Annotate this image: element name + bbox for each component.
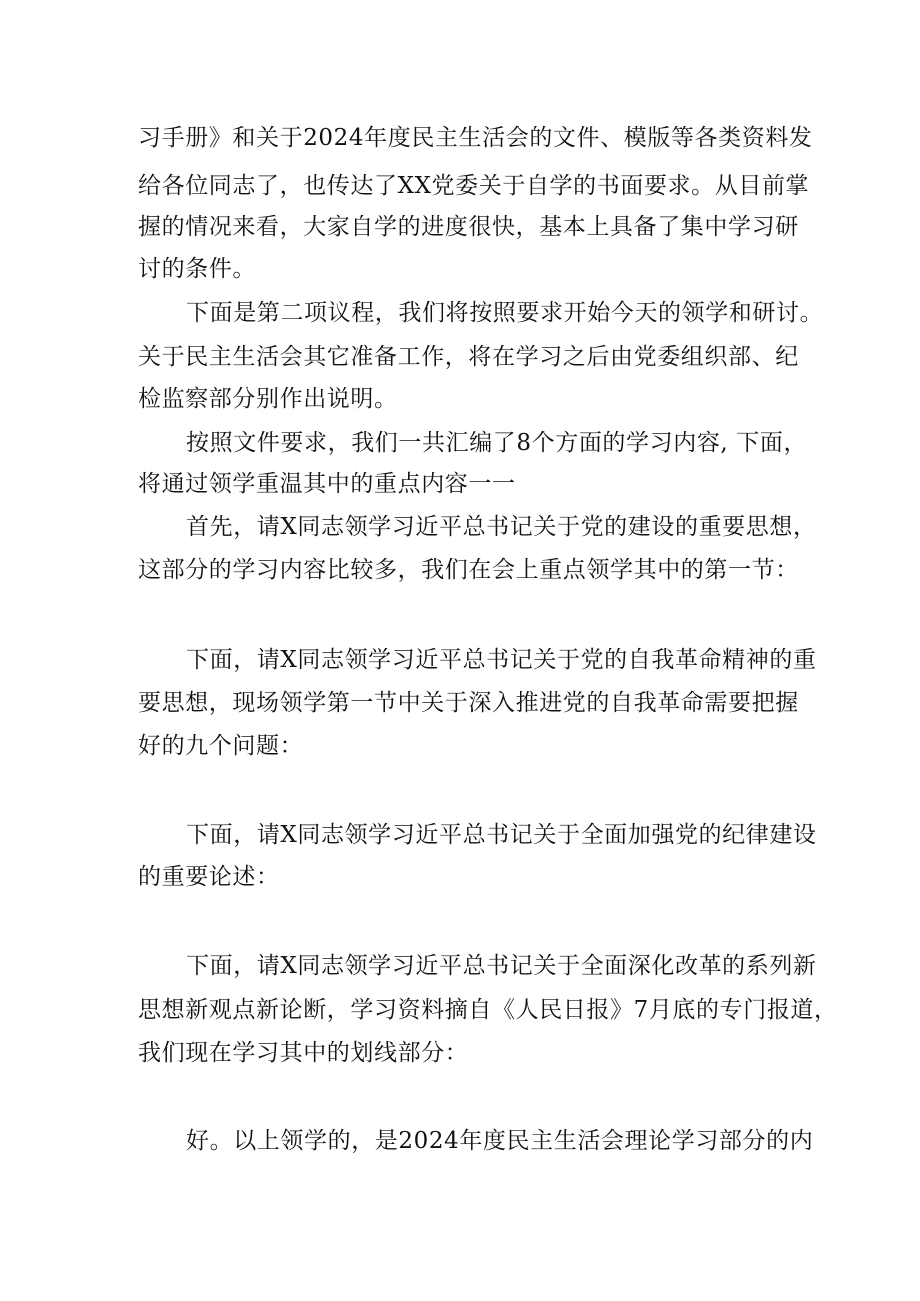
paragraph-6-line-1: 下面，请X同志领学习近平总书记关于全面加强党的纪律建设	[186, 822, 817, 848]
paragraph-2-line-3: 检监察部分别作出说明。	[138, 386, 398, 412]
paragraph-1-line-2: 给各位同志了，也传达了XX党委关于自学的书面要求。从目前掌	[138, 173, 810, 199]
paragraph-2-line-2: 关于民主生活会其它准备工作，将在学习之后由党委组织部、纪	[138, 344, 799, 370]
paragraph-1-line-1: 习手册》和关于2024年度民主生活会的文件、模版等各类资料发	[138, 125, 813, 151]
paragraph-2-line-1: 下面是第二项议程，我们将按照要求开始今天的领学和研讨。	[186, 300, 824, 326]
paragraph-3-line-1: 按照文件要求，我们一共汇编了8个方面的学习内容, 下面，	[186, 430, 808, 456]
paragraph-5-line-1: 下面，请X同志领学习近平总书记关于党的自我革命精神的重	[186, 647, 817, 673]
paragraph-7-line-3: 我们现在学习其中的划线部分：	[138, 1040, 469, 1066]
paragraph-7-line-1: 下面，请X同志领学习近平总书记关于全面深化改革的系列新	[186, 953, 817, 979]
paragraph-5-line-2: 要思想，现场领学第一节中关于深入推进党的自我革命需要把握	[138, 690, 799, 716]
paragraph-8-line-1: 好。以上领学的，是2024年度民主生活会理论学习部分的内	[186, 1128, 814, 1154]
paragraph-5-line-3: 好的九个问题：	[138, 733, 304, 759]
paragraph-3-line-2: 将通过领学重温其中的重点内容一一	[138, 471, 516, 497]
paragraph-4-line-2: 这部分的学习内容比较多，我们在会上重点领学其中的第一节：	[138, 557, 799, 583]
paragraph-1-line-3: 握的情况来看，大家自学的进度很快，基本上具备了集中学习研	[138, 214, 799, 240]
paragraph-1-line-4: 讨的条件。	[138, 256, 256, 282]
paragraph-6-line-2: 的重要论述：	[138, 864, 280, 890]
paragraph-7-line-2: 思想新观点新论断，学习资料摘自《人民日报》7月底的专门报道，	[138, 997, 838, 1023]
paragraph-4-line-1: 首先，请X同志领学习近平总书记关于党的建设的重要思想，	[186, 514, 817, 540]
